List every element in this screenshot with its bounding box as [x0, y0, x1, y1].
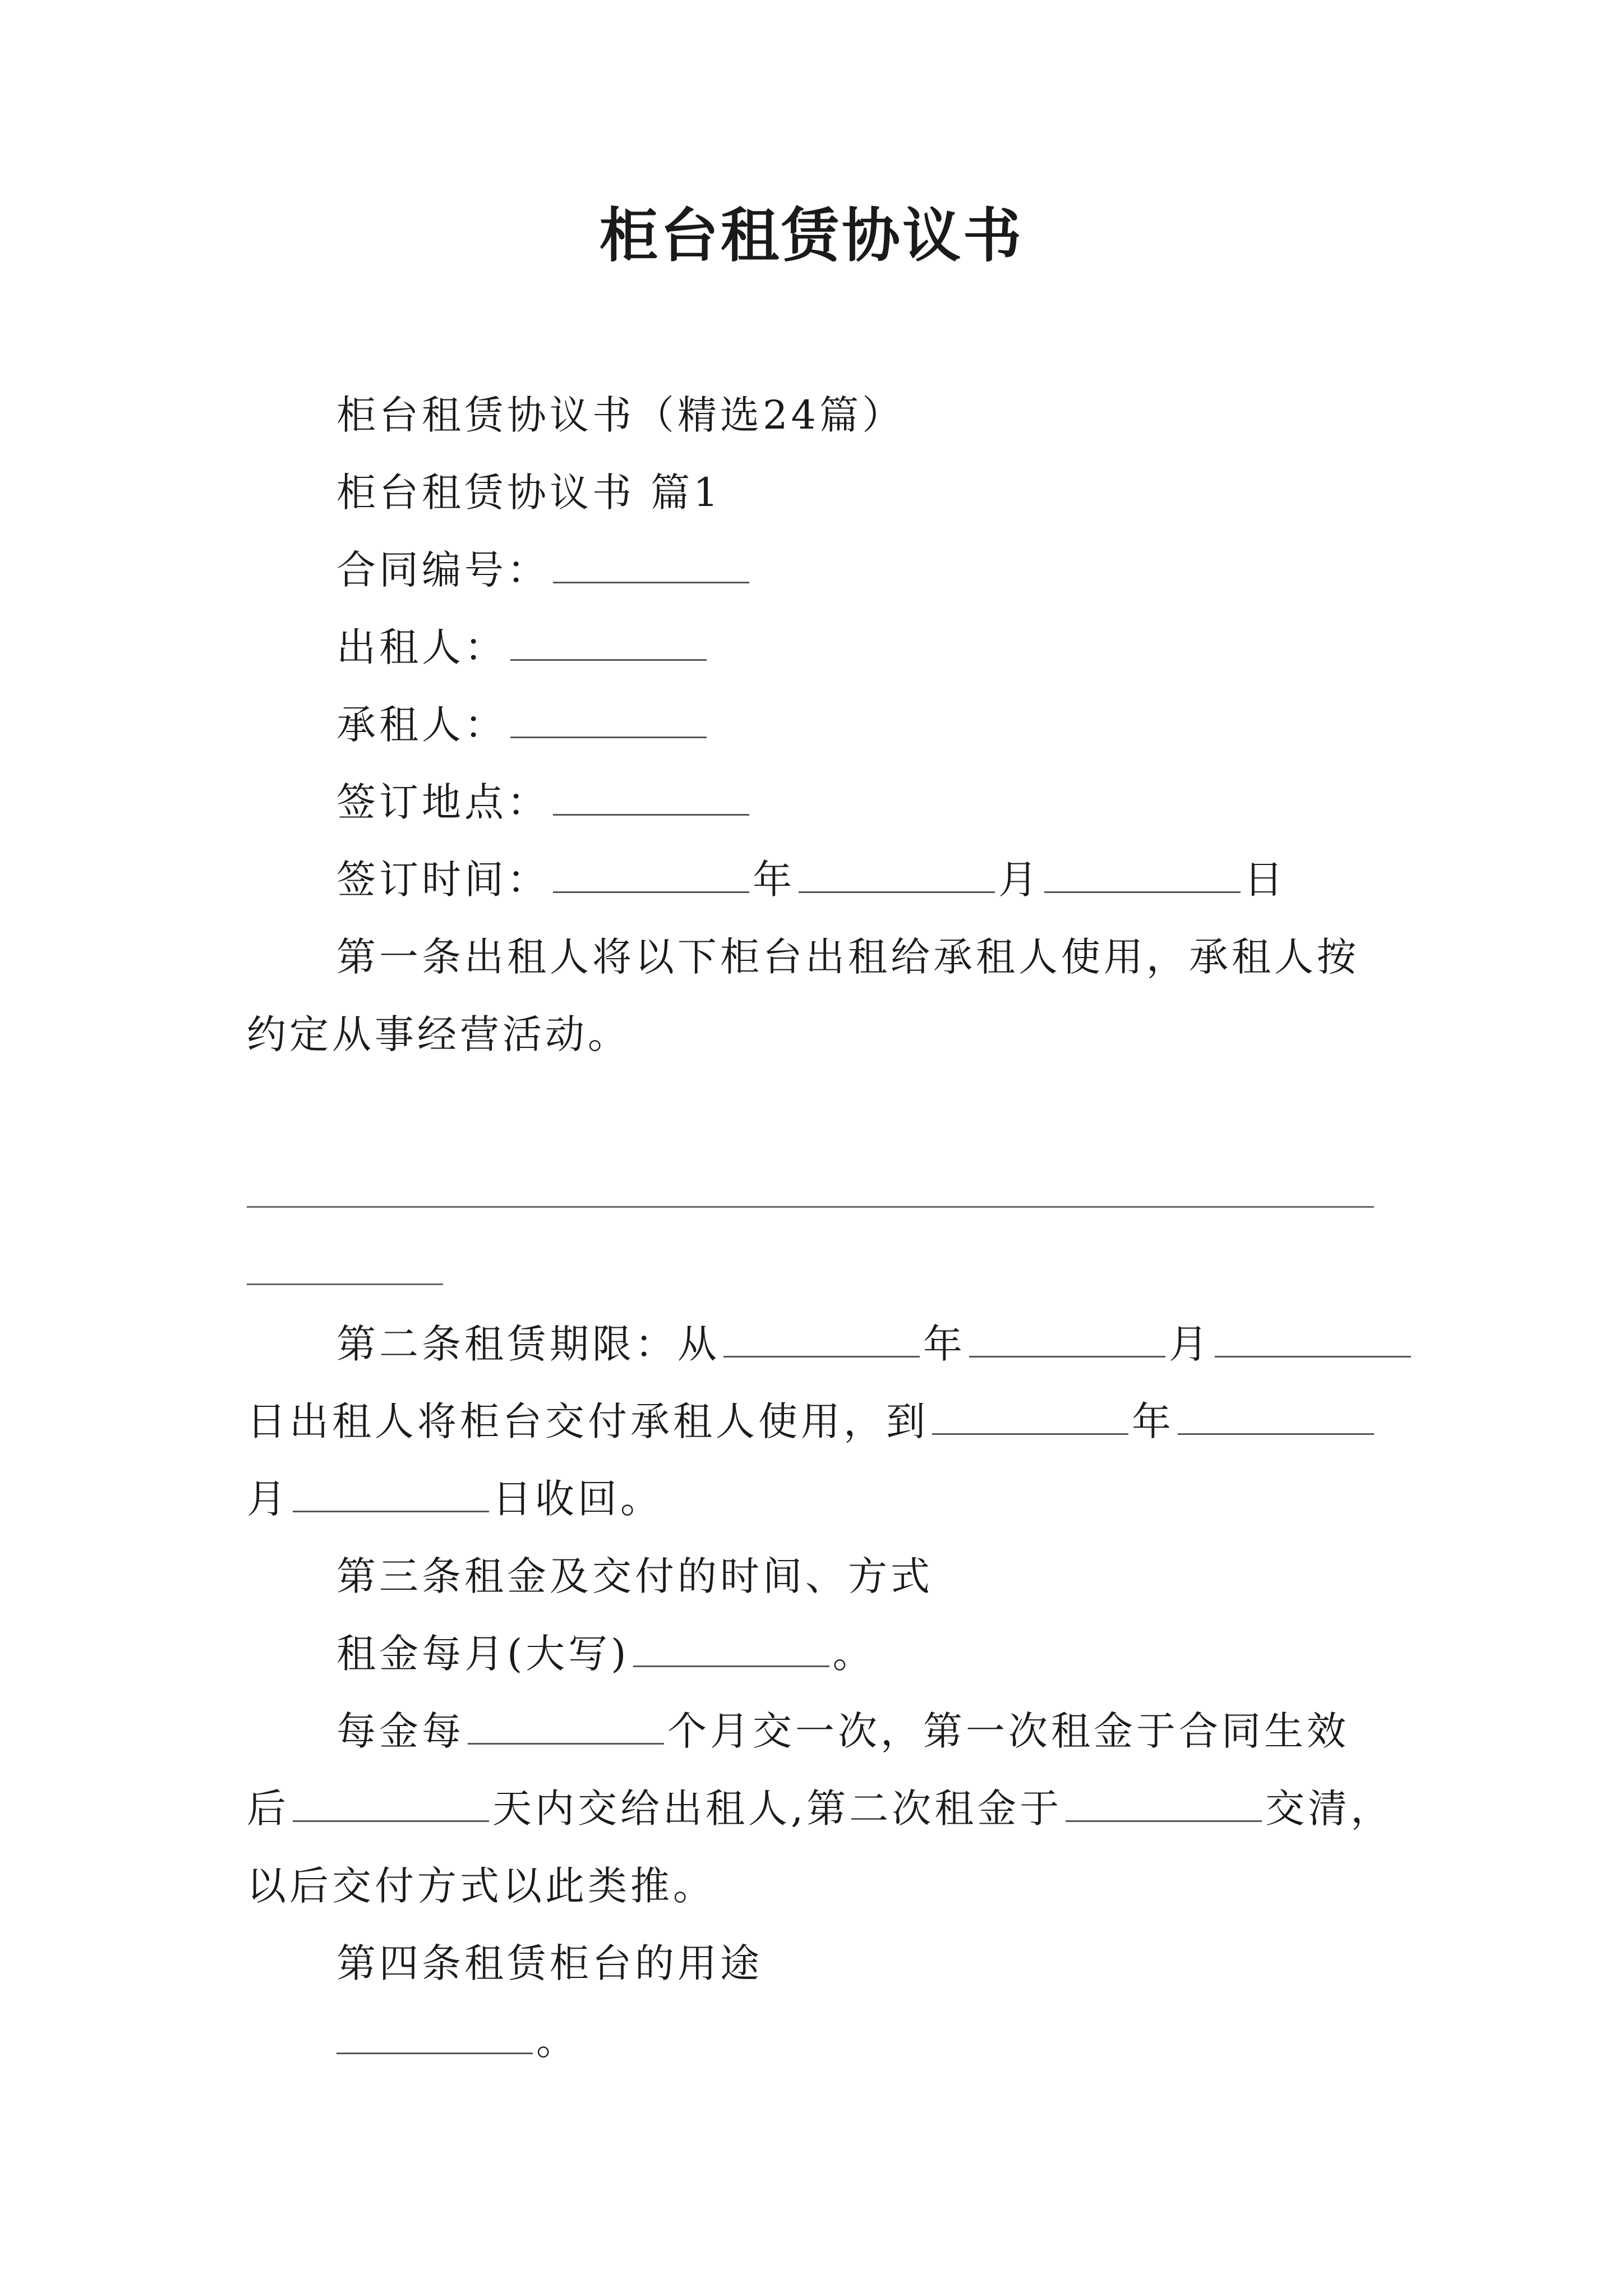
short-fill-line — [247, 1283, 443, 1285]
contract-number-field — [336, 542, 753, 598]
start-year-blank — [723, 1322, 920, 1358]
contract-number-blank — [553, 548, 749, 583]
article2-line1 — [336, 1316, 1414, 1372]
payment-months-blank — [468, 1709, 664, 1745]
sign-time-field — [336, 852, 1287, 908]
second-payment-blank — [1066, 1787, 1262, 1822]
payment-text-a: 每金每 — [336, 1708, 464, 1754]
lessor-label: 出租人： — [336, 624, 507, 670]
year-unit: 年 — [753, 857, 795, 903]
payment-line2 — [247, 1780, 1393, 1837]
usage-period: 。 — [536, 2018, 579, 2064]
section-heading: 柜台租赁协议书 篇1 — [336, 470, 722, 516]
lessor-field — [336, 619, 710, 675]
payment-line1 — [336, 1703, 1349, 1759]
end-year-blank — [932, 1400, 1128, 1435]
rent-amount-label: 租金每月(大写) — [336, 1631, 630, 1677]
lessor-blank — [510, 625, 707, 661]
lessee-label: 承租人： — [336, 702, 507, 748]
article1-line2: 约定从事经营活动。 — [247, 1011, 630, 1057]
rent-amount-blank — [633, 1632, 829, 1667]
payment-text-d: 天内交给出租人,第二次租金于 — [492, 1786, 1063, 1832]
article1-line1: 第一条出租人将以下柜台出租给承租人使用，承租人按 — [336, 934, 1359, 980]
sign-year-blank — [553, 858, 749, 893]
year-unit: 年 — [923, 1321, 966, 1367]
rent-amount-line — [336, 1626, 875, 1682]
payment-line3: 以后交付方式以此类推。 — [247, 1863, 716, 1909]
usage-line — [336, 2013, 579, 2069]
article2-line2 — [247, 1393, 1377, 1450]
rent-amount-period: 。 — [832, 1631, 875, 1677]
start-month-blank — [969, 1322, 1165, 1358]
contract-number-label: 合同编号： — [336, 547, 550, 593]
payment-text-b: 个月交一次，第一次租金于合同生效 — [667, 1708, 1349, 1754]
lessee-field — [336, 697, 710, 753]
sign-place-label: 签订地点： — [336, 779, 550, 825]
sign-time-label: 签订时间： — [336, 857, 550, 903]
article2-middle: 日出租人将柜台交付承租人使用，到 — [247, 1398, 929, 1444]
sign-place-field — [336, 774, 753, 830]
usage-blank — [336, 2019, 533, 2054]
year-unit: 年 — [1132, 1398, 1174, 1444]
sign-month-blank — [799, 858, 995, 893]
article2-prefix: 第二条租赁期限：从 — [336, 1321, 720, 1367]
end-day-blank — [293, 1477, 489, 1512]
subtitle: 柜台租赁协议书（精选24篇） — [336, 392, 905, 438]
start-day-blank — [1215, 1322, 1411, 1358]
document-title: 柜台租赁协议书 — [599, 201, 1023, 270]
month-unit: 月 — [1169, 1321, 1211, 1367]
payment-days-blank — [293, 1787, 489, 1822]
article4-heading: 第四条租赁柜台的用途 — [336, 1940, 763, 1986]
day-unit: 日 — [1244, 857, 1287, 903]
sign-day-blank — [1044, 858, 1241, 893]
payment-text-e: 交清， — [1265, 1786, 1394, 1832]
payment-text-c: 后 — [247, 1786, 289, 1832]
month-unit: 月 — [247, 1476, 289, 1522]
sign-place-blank — [553, 780, 749, 816]
article2-line3 — [247, 1471, 663, 1527]
article2-suffix: 日收回。 — [492, 1476, 663, 1522]
long-fill-line — [247, 1206, 1374, 1208]
article3-heading: 第三条租金及交付的时间、方式 — [336, 1553, 933, 1599]
month-unit: 月 — [998, 857, 1041, 903]
lessee-blank — [510, 703, 707, 738]
end-month-blank — [1178, 1400, 1374, 1435]
